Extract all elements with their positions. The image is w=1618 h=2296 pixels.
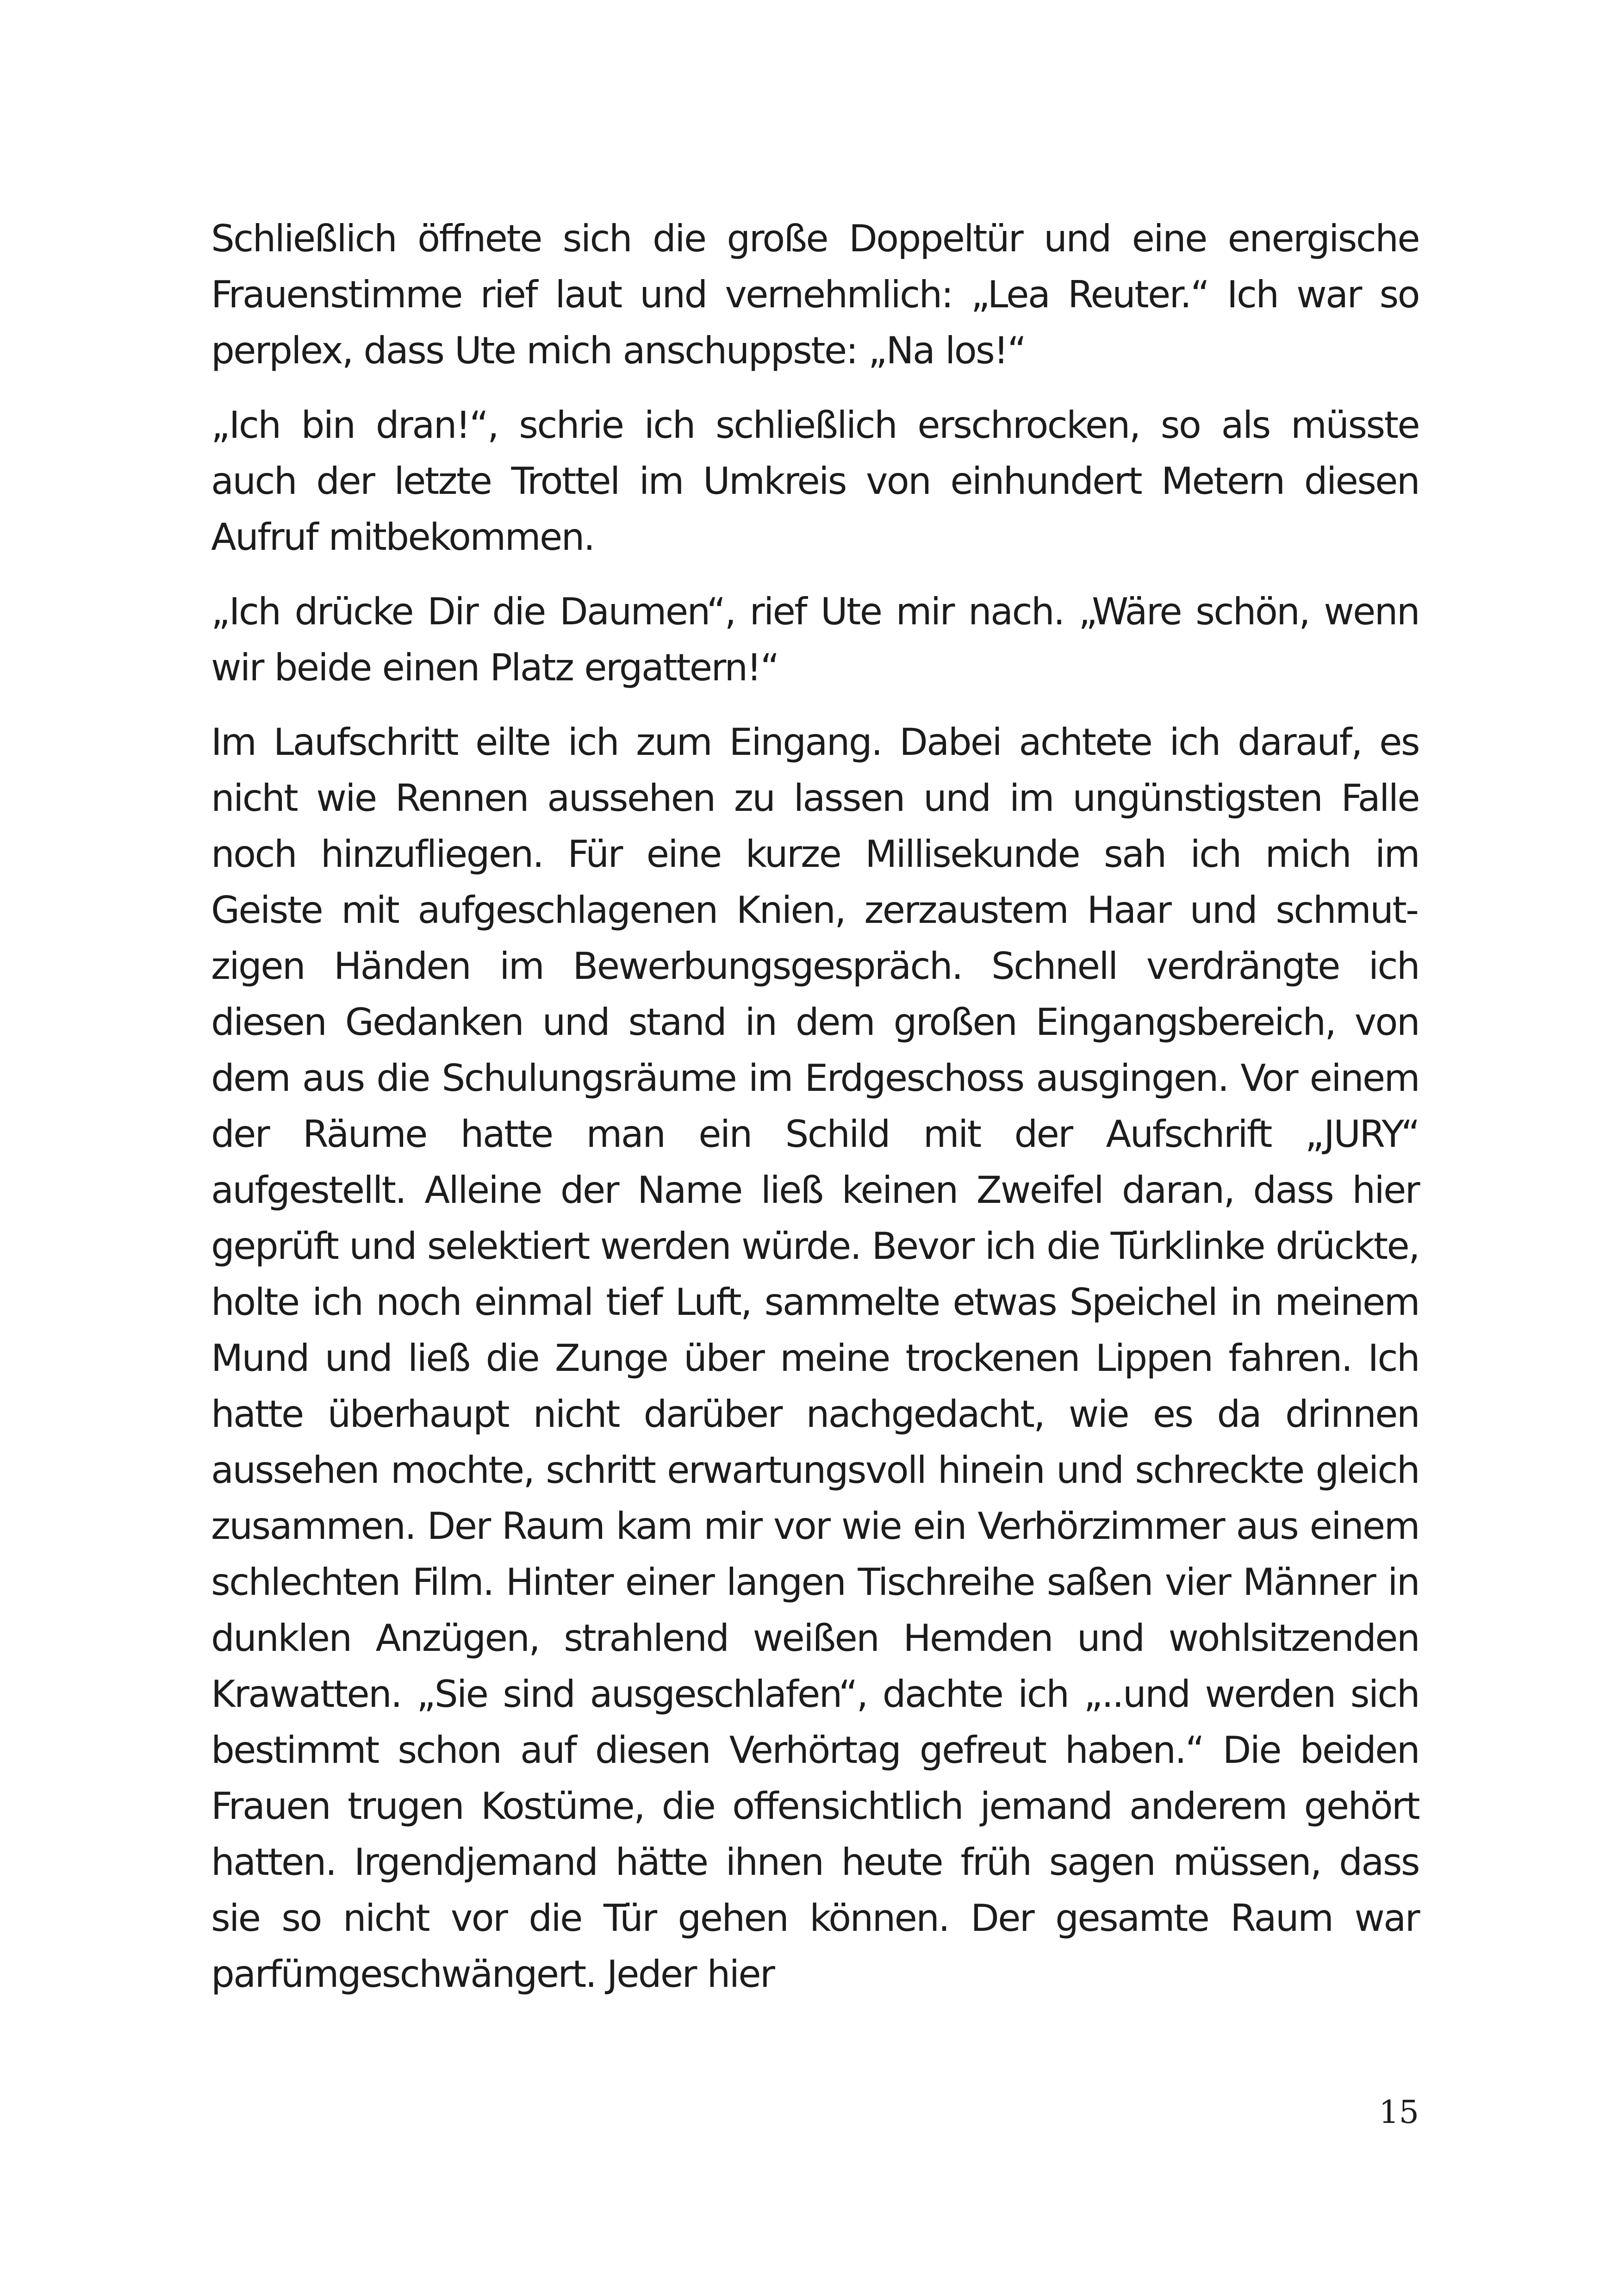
paragraph: „Ich drücke Dir die Daumen“, rief Ute mir nach. „Wäre schön, wenn wir beide einen Platz ergattern!“ (211, 590, 1419, 689)
body-text (211, 211, 1419, 2021)
paragraph: Schließlich öffnete sich die große Doppeltür und eine energische Frauenstimme rief laut und vernehmlich: „Lea Reuter.“ Ich war so perplex, dass Ute mich anschuppste: „Na los!“ (211, 217, 1419, 372)
paragraph: Im Laufschritt eilte ich zum Eingang. Dabei achtete ich darauf, es nicht wie Rennen aussehen zu lassen und im ungünstigsten Falle noch hinzufliegen. Für eine kurze Millisekunde sah ich mich im Geiste mit aufgeschlagenen Knien, zerzaustem Haar und schmutzigen Händen im Bewerbungsgespräch. Schnell verdrängte ich diesen Gedanken und stand in dem großen Eingangsbereich, von dem aus die Schulungsräume im Erdgeschoss ausgingen. Vor einem der Räume hatte man ein Schild mit der Aufschrift „JURY“ aufgestellt. Alleine der Name ließ keinen Zweifel daran, dass hier geprüft und selektiert werden würde. Bevor ich die Türklinke drückte, holte ich noch einmal tief Luft, sammelte etwas Speichel in meinem Mund und ließ die Zunge über meine trockenen Lippen fahren. Ich hatte überhaupt nicht darüber nachgedacht, wie es da drinnen aussehen mochte, schritt erwartungsvoll hinein und schreckte gleich zusammen. Der Raum kam mir vor wie ein Verhörzimmer aus einem schlechten Film. Hinter einer langen Tischreihe saßen vier Männer in dunklen Anzügen, strahlend weißen Hemden und wohlsitzenden Krawatten. „Sie sind ausgeschlafen“, dachte ich „..und werden sich bestimmt schon auf diesen Verhörtag gefreut haben.“ Die beiden Frauen trugen Kostüme, die offensichtlich jemand anderem gehört hatten. Irgendjemand hätte ihnen heute früh sagen müssen, dass sie so nicht vor die Tür gehen können. Der gesamte Raum war parfümgeschwängert. Jeder hier (211, 721, 1419, 1996)
page-number: 15 (1379, 2094, 1419, 2131)
paragraph: „Ich bin dran!“, schrie ich schließlich erschrocken, so als müsste auch der letzte Trottel im Umkreis von einhundert Metern diesen Aufruf mitbekommen. (211, 404, 1419, 559)
